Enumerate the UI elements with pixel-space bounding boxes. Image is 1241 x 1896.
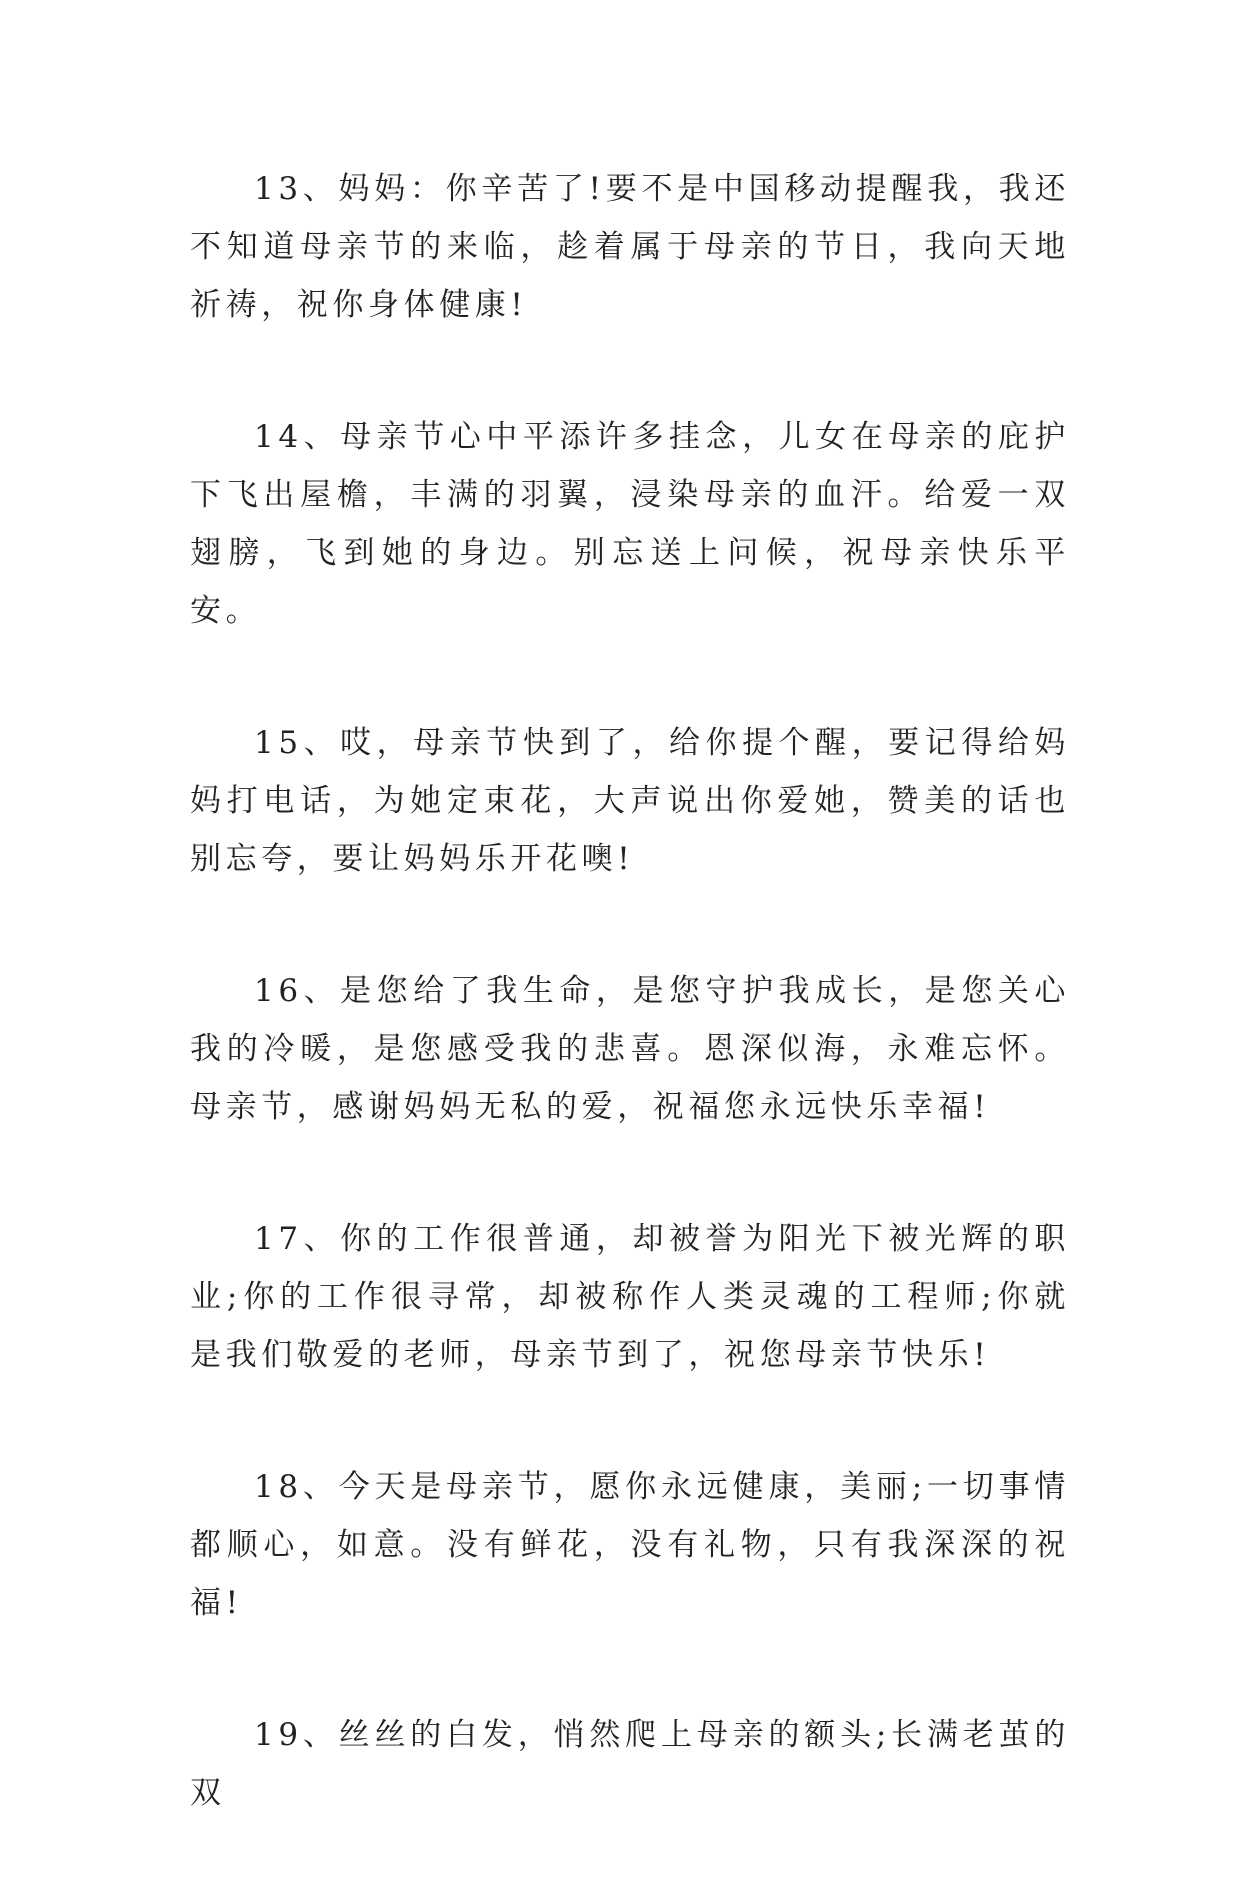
paragraph-19: 19、丝丝的白发，悄然爬上母亲的额头;长满老茧的双 — [190, 1717, 1070, 1811]
document-body — [190, 160, 1070, 1896]
paragraph-14: 14、母亲节心中平添许多挂念，儿女在母亲的庇护下飞出屋檐，丰满的羽翼，浸染母亲的血汗。给爱一双翅膀，飞到她的身边。别忘送上问候，祝母亲快乐平安。 — [190, 419, 1070, 629]
paragraph-16: 16、是您给了我生命，是您守护我成长，是您关心我的冷暖，是您感受我的悲喜。恩深似海，永难忘怀。母亲节，感谢妈妈无私的爱，祝福您永远快乐幸福! — [190, 973, 1070, 1125]
paragraph-18: 18、今天是母亲节，愿你永远健康，美丽;一切事情都顺心，如意。没有鲜花，没有礼物，只有我深深的祝福! — [190, 1469, 1070, 1621]
paragraph-17: 17、你的工作很普通，却被誉为阳光下被光辉的职业;你的工作很寻常，却被称作人类灵魂的工程师;你就是我们敬爱的老师，母亲节到了，祝您母亲节快乐! — [190, 1221, 1070, 1373]
paragraph-13: 13、妈妈：你辛苦了!要不是中国移动提醒我，我还不知道母亲节的来临，趁着属于母亲的节日，我向天地祈祷，祝你身体健康! — [190, 171, 1070, 323]
paragraph-15: 15、哎，母亲节快到了，给你提个醒，要记得给妈妈打电话，为她定束花，大声说出你爱她，赞美的话也别忘夸，要让妈妈乐开花噢! — [190, 725, 1070, 877]
